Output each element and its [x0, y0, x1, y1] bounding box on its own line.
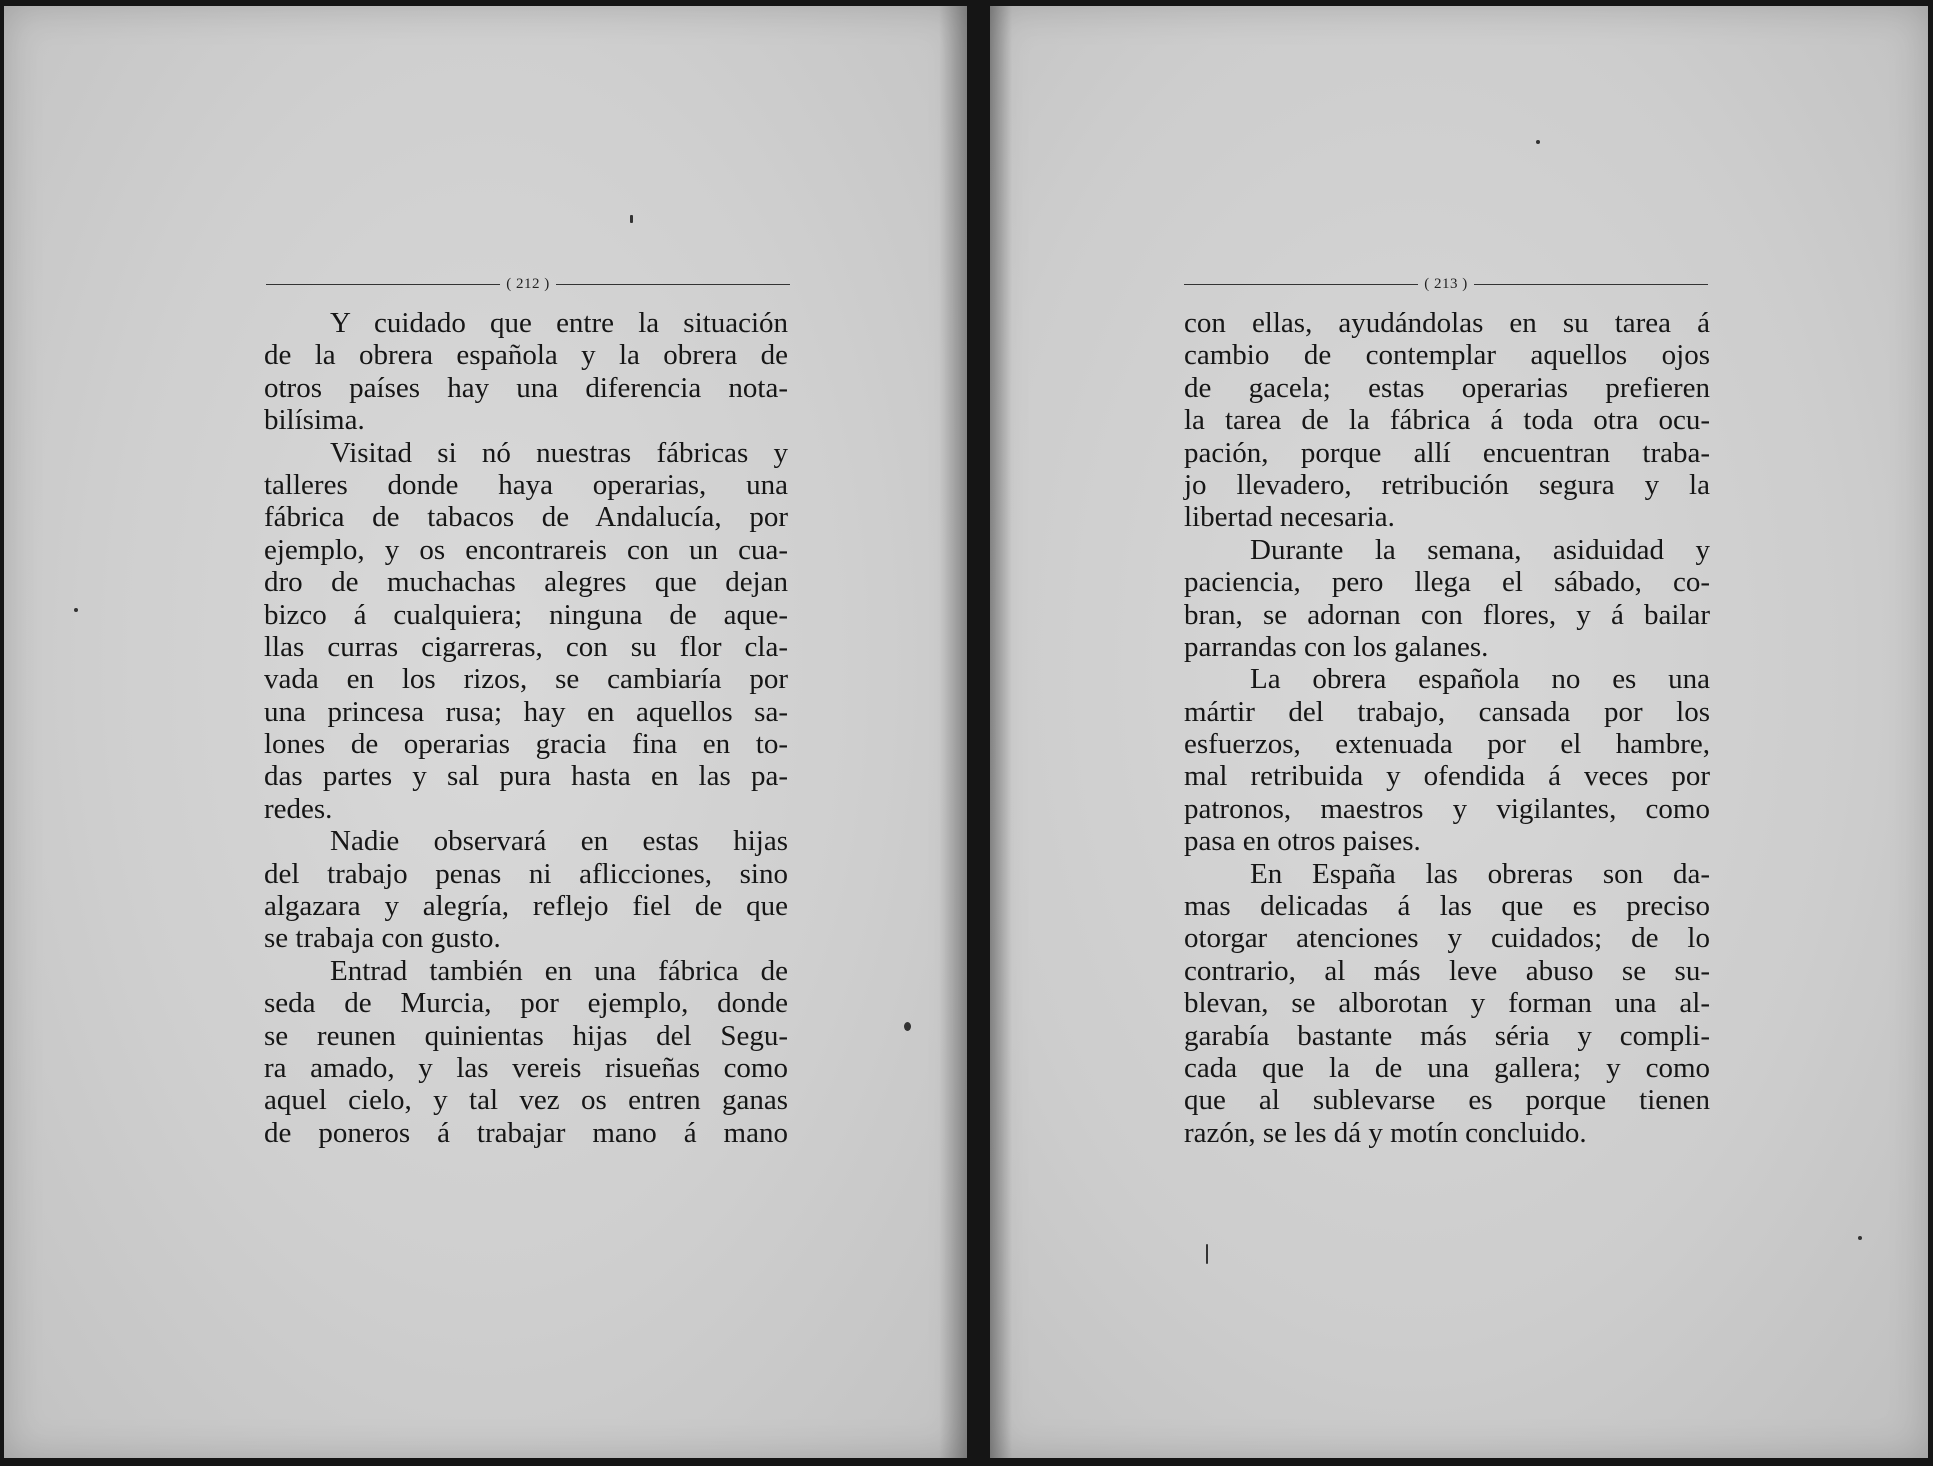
- text-line: de poneros á trabajar mano á mano: [264, 1116, 788, 1149]
- text-line: garabía bastante más séria y compli-: [1184, 1019, 1710, 1052]
- text-line: parrandas con los galanes.: [1184, 630, 1489, 663]
- text-line: Y cuidado que entre la situación: [330, 307, 788, 339]
- text-line: redes.: [264, 792, 333, 825]
- paper-speck: [1536, 140, 1540, 144]
- text-line: Visitad si nó nuestras fábricas y: [330, 436, 788, 469]
- text-line: vada en los rizos, se cambiaría por: [264, 663, 788, 696]
- text-line: libertad necesaria.: [1184, 501, 1395, 534]
- text-line: seda de Murcia, por ejemplo, donde: [264, 987, 788, 1020]
- text-line: de la obrera española y la obrera de: [264, 339, 788, 372]
- header-rule: [266, 284, 500, 285]
- text-line: bran, se adornan con flores, y á bailar: [1184, 598, 1710, 631]
- text-line: mártir del trabajo, cansada por los: [1184, 695, 1710, 728]
- text-line: cada que la de una gallera; y como: [1184, 1051, 1710, 1084]
- text-line: ejemplo, y os encontrareis con un cua-: [264, 533, 788, 566]
- text-line: das partes y sal pura hasta en las pa-: [264, 760, 788, 793]
- text-line: dro de muchachas alegres que dejan: [264, 566, 788, 599]
- text-line: La obrera española no es una: [1250, 663, 1710, 696]
- page-number: ( 212 ): [506, 276, 550, 292]
- text-line: bilísima.: [264, 404, 365, 437]
- text-line: con ellas, ayudándolas en su tarea á: [1184, 307, 1710, 339]
- left-page-body: [264, 307, 788, 1149]
- text-line: talleres donde haya operarias, una: [264, 468, 788, 501]
- paper-speck: [1206, 1244, 1208, 1264]
- text-line: de gacela; estas operarias prefieren: [1184, 371, 1710, 404]
- text-line: Durante la semana, asiduidad y: [1250, 533, 1710, 566]
- page-number: ( 213 ): [1424, 276, 1468, 292]
- text-line: mal retribuida y ofendida á veces por: [1184, 760, 1710, 793]
- paper-speck: [630, 215, 633, 223]
- text-line: se reunen quinientas hijas del Segu-: [264, 1019, 788, 1052]
- text-line: una princesa rusa; hay en aquellos sa-: [264, 695, 788, 728]
- text-line: se trabaja con gusto.: [264, 922, 501, 955]
- text-line: bizco á cualquiera; ninguna de aque-: [264, 598, 788, 631]
- text-line: que al sublevarse es porque tienen: [1184, 1084, 1710, 1117]
- header-rule: [556, 284, 790, 285]
- text-line: blevan, se alborotan y forman una al-: [1184, 987, 1710, 1020]
- header-rule: [1474, 284, 1708, 285]
- gutter-shadow: [990, 6, 1012, 1458]
- text-line: paciencia, pero llega el sábado, co-: [1184, 566, 1710, 599]
- text-line: mas delicadas á las que es preciso: [1184, 890, 1710, 923]
- left-page-header: [266, 276, 790, 293]
- text-line: ra amado, y las vereis risueñas como: [264, 1051, 788, 1084]
- text-line: razón, se les dá y motín concluido.: [1184, 1116, 1587, 1149]
- text-line: otorgar atenciones y cuidados; de lo: [1184, 922, 1710, 955]
- text-line: En España las obreras son da-: [1250, 857, 1710, 890]
- text-line: Entrad también en una fábrica de: [330, 954, 788, 987]
- text-line: esfuerzos, extenuada por el hambre,: [1184, 728, 1710, 761]
- text-line: patronos, maestros y vigilantes, como: [1184, 792, 1710, 825]
- right-page-header: [1184, 276, 1708, 293]
- text-line: fábrica de tabacos de Andalucía, por: [264, 501, 788, 534]
- paper-speck: [74, 608, 78, 612]
- text-line: del trabajo penas ni aflicciones, sino: [264, 857, 788, 890]
- gutter-shadow: [939, 6, 967, 1458]
- text-line: otros países hay una diferencia nota-: [264, 371, 788, 404]
- text-line: Nadie observará en estas hijas: [330, 825, 788, 858]
- text-line: algazara y alegría, reflejo fiel de que: [264, 890, 788, 923]
- text-line: pasa en otros paises.: [1184, 825, 1421, 858]
- paper-speck: [1858, 1236, 1862, 1240]
- text-line: contrario, al más leve abuso se su-: [1184, 954, 1710, 987]
- text-line: llas curras cigarreras, con su flor cla-: [264, 630, 788, 663]
- text-line: lones de operarias gracia fina en to-: [264, 728, 788, 761]
- right-page-body: [1184, 307, 1710, 1149]
- paper-speck: [904, 1022, 911, 1031]
- text-line: jo llevadero, retribución segura y la: [1184, 468, 1710, 501]
- text-line: aquel cielo, y tal vez os entren ganas: [264, 1084, 788, 1117]
- text-line: cambio de contemplar aquellos ojos: [1184, 339, 1710, 372]
- text-line: la tarea de la fábrica á toda otra ocu-: [1184, 404, 1710, 437]
- header-rule: [1184, 284, 1418, 285]
- text-line: pación, porque allí encuentran traba-: [1184, 436, 1710, 469]
